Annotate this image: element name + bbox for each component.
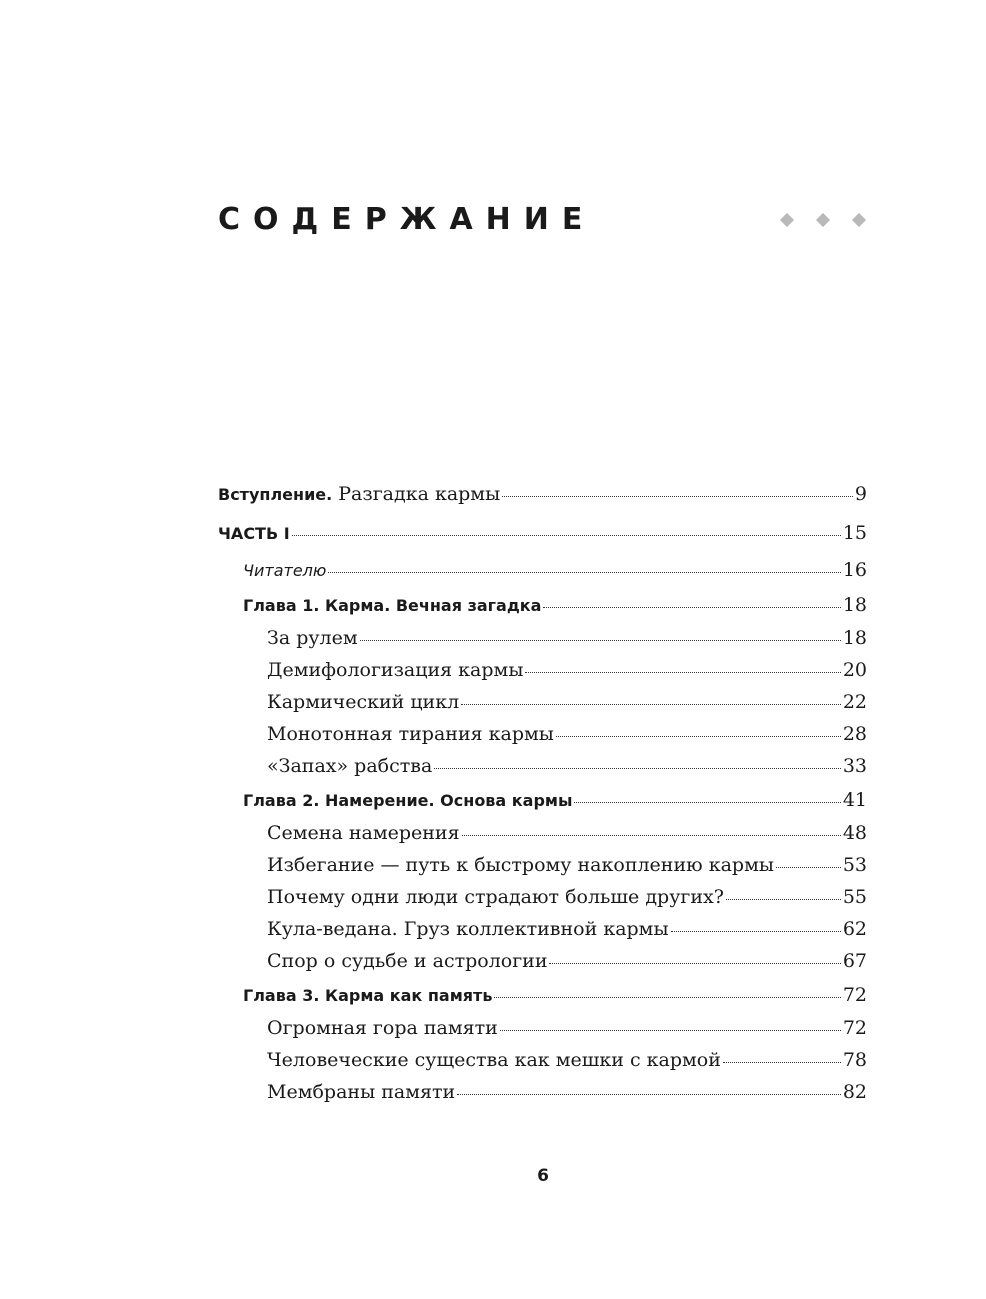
dot-leader <box>461 704 841 705</box>
toc-entry-title: Семена намерения <box>267 822 460 844</box>
toc-entry-page: 18 <box>842 627 867 649</box>
toc-entry-title: Глава 3. Карма как память <box>243 986 493 1005</box>
toc-entry-label: Вступление. <box>218 485 333 504</box>
dot-leader <box>723 1062 841 1063</box>
toc-entry-page: 55 <box>842 886 867 908</box>
toc-entry-page: 9 <box>854 483 867 505</box>
diamond-icon <box>816 213 830 227</box>
toc-entry-section[interactable] <box>267 849 867 881</box>
dot-leader <box>328 572 840 573</box>
dot-leader <box>776 867 841 868</box>
toc-entry-page: 72 <box>842 984 867 1006</box>
page-heading: СОДЕРЖАНИЕ <box>218 202 596 237</box>
dot-leader <box>671 931 841 932</box>
toc-entry-page: 82 <box>842 1081 867 1103</box>
toc-entry-title: Человеческие существа как мешки с кармой <box>267 1049 721 1071</box>
dot-leader <box>549 963 840 964</box>
toc-entry-title: Монотонная тирания кармы <box>267 723 554 745</box>
toc-entry-subtitle: Разгадка кармы <box>332 483 501 505</box>
toc-entry-page: 20 <box>842 659 867 681</box>
toc-entry-section[interactable] <box>267 686 867 718</box>
toc-entry-section[interactable] <box>267 622 867 654</box>
dot-leader <box>434 768 841 769</box>
dot-leader <box>292 535 841 536</box>
diamond-icon <box>780 213 794 227</box>
toc-entry-section[interactable] <box>267 945 867 977</box>
toc-entry-section[interactable] <box>267 1076 867 1108</box>
dot-leader <box>360 640 841 641</box>
toc-entry-section[interactable] <box>267 817 867 849</box>
toc-entry-chapter[interactable] <box>243 784 867 816</box>
toc-entry-page: 16 <box>842 559 867 581</box>
toc-entry-page: 72 <box>842 1017 867 1039</box>
dot-leader <box>462 835 841 836</box>
toc-entry-title: За рулем <box>267 627 358 649</box>
toc-entry-part[interactable] <box>218 517 867 549</box>
toc-entry-title: Демифологизация кармы <box>267 659 524 681</box>
dot-leader <box>457 1094 841 1095</box>
toc-entry-title: ЧАСТЬ I <box>218 524 290 543</box>
toc-entry-section[interactable] <box>267 881 867 913</box>
decorative-diamonds <box>780 215 870 229</box>
toc-entry-chapter[interactable] <box>243 589 867 621</box>
dot-leader <box>494 997 840 998</box>
toc-entry-page: 15 <box>842 522 867 544</box>
toc-entry-page: 78 <box>842 1049 867 1071</box>
toc-entry-title: Почему одни люди страдают больше других? <box>267 886 724 908</box>
toc-entry-page: 33 <box>842 755 867 777</box>
toc-entry-section[interactable] <box>267 1044 867 1076</box>
toc-entry-page: 48 <box>842 822 867 844</box>
toc-entry-page: 22 <box>842 691 867 713</box>
toc-entry-intro[interactable] <box>218 478 867 510</box>
toc-entry-reader[interactable] <box>243 554 867 586</box>
toc-entry-title: Кармический цикл <box>267 691 460 713</box>
dot-leader <box>500 1030 841 1031</box>
toc-entry-title: Спор о судьбе и астрологии <box>267 950 548 972</box>
dot-leader <box>525 672 840 673</box>
toc-entry-section[interactable] <box>267 750 867 782</box>
toc-entry-chapter[interactable] <box>243 979 867 1011</box>
toc-entry-page: 67 <box>842 950 867 972</box>
toc-entry-title: Глава 2. Намерение. Основа кармы <box>243 791 573 810</box>
toc-entry-title: Кула-ведана. Груз коллективной кармы <box>267 918 669 940</box>
toc-entry-page: 41 <box>842 789 867 811</box>
dot-leader <box>556 736 841 737</box>
toc-entry-page: 62 <box>842 918 867 940</box>
toc-entry-title: «Запах» рабства <box>267 755 433 777</box>
toc-entry-title <box>218 478 500 511</box>
dot-leader <box>543 607 840 608</box>
dot-leader <box>574 802 840 803</box>
toc-entry-section[interactable] <box>267 1012 867 1044</box>
toc-entry-section[interactable] <box>267 718 867 750</box>
page-number: 6 <box>537 1166 549 1186</box>
toc-entry-page: 53 <box>842 854 867 876</box>
dot-leader <box>726 899 841 900</box>
toc-entry-title: Мембраны памяти <box>267 1081 456 1103</box>
toc-entry-title: Читателю <box>243 561 327 580</box>
toc-entry-title: Огромная гора памяти <box>267 1017 498 1039</box>
toc-entry-page: 18 <box>842 594 867 616</box>
diamond-icon <box>852 213 866 227</box>
toc-entry-section[interactable] <box>267 913 867 945</box>
toc-entry-section[interactable] <box>267 654 867 686</box>
toc-entry-title: Избегание — путь к быстрому накоплению кармы <box>267 854 774 876</box>
toc-entry-title: Глава 1. Карма. Вечная загадка <box>243 596 542 615</box>
dot-leader <box>502 496 853 497</box>
toc-entry-page: 28 <box>842 723 867 745</box>
